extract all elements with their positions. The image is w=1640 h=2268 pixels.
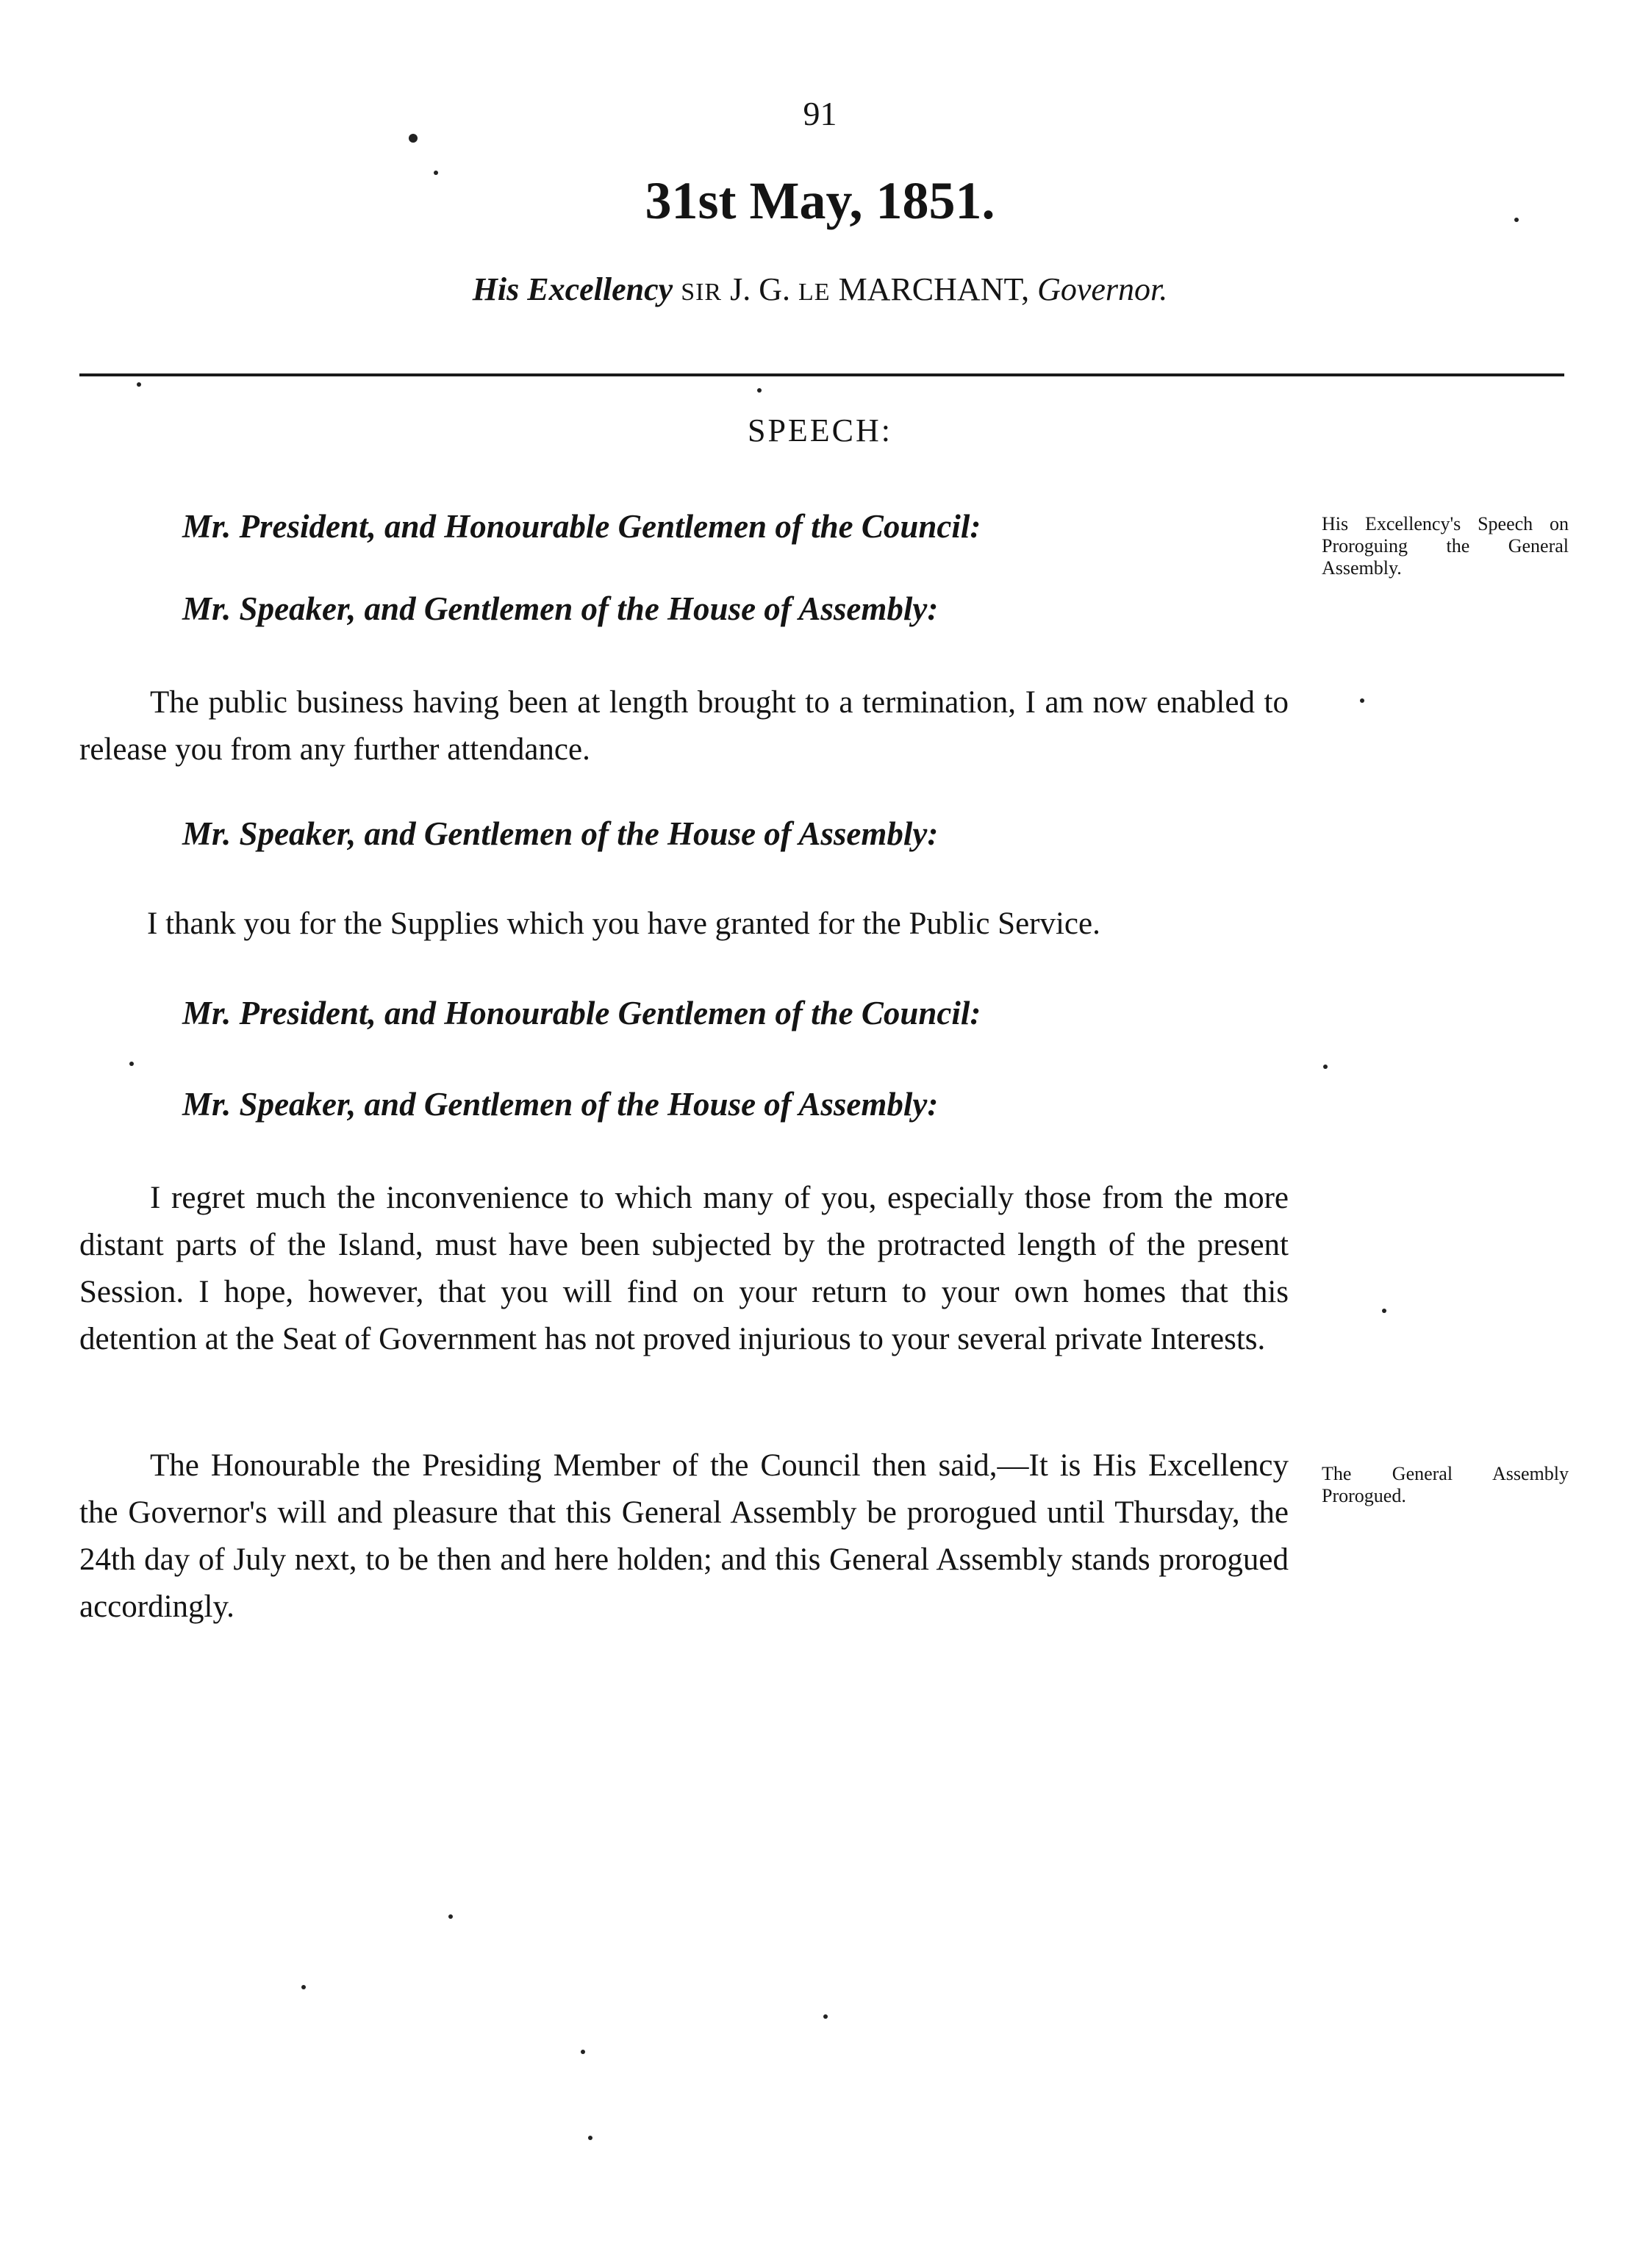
scan-speck	[1382, 1309, 1386, 1313]
paragraph-supplies: I thank you for the Supplies which you have granted for the Public Service.	[147, 906, 1100, 941]
paragraph-prorogation	[79, 1442, 1289, 1631]
paragraph-text: The public business having been at length brought to a termination, I am now enabled to release you from any further attendance.	[79, 685, 1289, 767]
governor-initials: J. G.	[730, 271, 791, 307]
paragraph-regret	[79, 1175, 1289, 1363]
scan-speck	[129, 1062, 134, 1066]
scan-speck	[434, 171, 438, 175]
governor-le: LE	[798, 279, 831, 306]
scan-speck	[1323, 1065, 1328, 1069]
salutation-assembly: Mr. Speaker, and Gentlemen of the House of Assembly:	[182, 815, 939, 852]
scan-speck	[448, 1914, 453, 1919]
scan-speck	[588, 2136, 592, 2140]
paragraph-text: I regret much the inconvenience to which many of you, especially those from the more distant parts of the Island, must have been subjected by the protracted length of the present Session. I hope, however, that you will find on your return to your own homes that this detention at the Seat of Government has not proved injurious to your several private Interests.	[79, 1181, 1289, 1356]
salutation-council: Mr. President, and Honourable Gentlemen of the Council:	[182, 995, 981, 1031]
salutation-assembly: Mr. Speaker, and Gentlemen of the House of Assembly:	[182, 590, 939, 627]
governor-surname: MARCHANT,	[838, 271, 1030, 307]
scan-speck	[137, 382, 141, 387]
governor-sir: SIR	[681, 279, 723, 306]
speech-heading: SPEECH:	[747, 412, 893, 448]
scan-speck	[1360, 698, 1364, 703]
scan-speck	[823, 2014, 828, 2019]
governor-prefix: His Excellency	[472, 271, 673, 307]
salutation-assembly: Mr. Speaker, and Gentlemen of the House of Assembly:	[182, 1086, 939, 1123]
horizontal-rule	[79, 373, 1564, 376]
scan-speck	[301, 1985, 306, 1989]
scan-speck	[409, 134, 418, 143]
date-heading: 31st May, 1851.	[645, 171, 995, 230]
scan-speck	[1514, 218, 1519, 222]
paragraph-business	[79, 679, 1289, 773]
scan-speck	[581, 2050, 585, 2054]
paragraph-text: The Honourable the Presiding Member of the Council then said,—It is His Excellency the Governor's will and pleasure that this General Assembly be prorogued until Thursday, the 24th day of July next, to be then and here holden; and this General Assembly stands prorogued accordingly.	[79, 1448, 1289, 1624]
margin-note-prorogued: The General Assembly Prorogued.	[1322, 1463, 1569, 1506]
scan-speck	[757, 388, 762, 393]
salutation-council: Mr. President, and Honourable Gentlemen of the Council:	[182, 508, 981, 545]
margin-note-speech: His Excellency's Speech on Proroguing the General Assembly.	[1322, 513, 1569, 579]
governor-line	[0, 271, 1640, 308]
governor-title: Governor.	[1037, 271, 1168, 307]
page-number: 91	[803, 95, 837, 132]
